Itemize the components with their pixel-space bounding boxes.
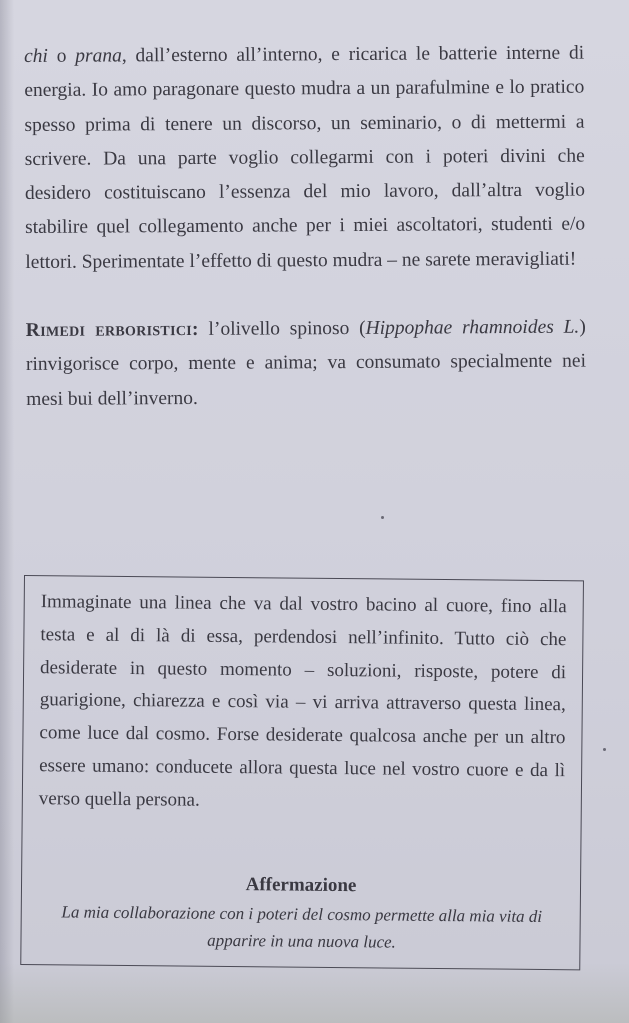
spine-shadow (0, 0, 14, 1023)
paragraph-lead-conj: o (47, 45, 76, 67)
main-text-block (24, 37, 586, 417)
paragraph-rimedi (26, 311, 587, 417)
rimedi-label: Rimedi erboristici: (25, 319, 199, 342)
rimedi-text-before: l’olivello spinoso ( (198, 317, 366, 341)
affirmation-text: La mia collaborazione con i poteri del cosmo permette alla mia vita di apparire in una nuova luce. (61, 902, 543, 952)
meditation-box (20, 575, 584, 970)
paragraph-mudra (24, 37, 585, 280)
paragraph-lead-italic-prana: prana (75, 45, 122, 67)
bottom-shadow (0, 963, 629, 1023)
rimedi-text-after: ) rinvigorisce corpo, mente e anima; va consumato specialmente nei mesi bui dell’inverno. (25, 316, 587, 410)
rimedi-latin-name: Hippophae rhamnoides L. (365, 316, 580, 339)
affirmation-title: Affermazione (245, 874, 357, 897)
paragraph-body: , dall’esterno all’interno, e ricarica le batterie interne di energia. Io amo paragonare questo mudra a un parafulmine e lo pratico spesso prima di tenere un discorso, un seminario, o di mettermi a scrivere. Da una parte voglio collegarmi con i poteri divini che desidero costituiscano l’essenza del mio lavoro, dall’altra voglio stabilire quel collegamento anche per i miei ascoltatori, studenti e/o lettori. Sperimentate l’effetto di questo mudra – ne sarete meravigliati! (24, 42, 586, 273)
meditation-text: Immaginate una linea che va dal vostro bacino al cuore, fino alla testa e al di là di essa, perdendosi nell’infinito. Tutto ciò che desiderate in questo momento – soluzioni, risposte, potere di guarigione, chiarezza e così via – vi arriva attraverso questa linea, come luce dal cosmo. Forse desiderate qualcosa anche per un altro essere umano: conducete allora questa luce nel vostro cuore e da lì verso quella persona. (38, 591, 567, 811)
paragraph-lead-italic-chi: chi (24, 45, 48, 67)
paper-speck (603, 748, 606, 751)
paper-speck (381, 516, 384, 519)
